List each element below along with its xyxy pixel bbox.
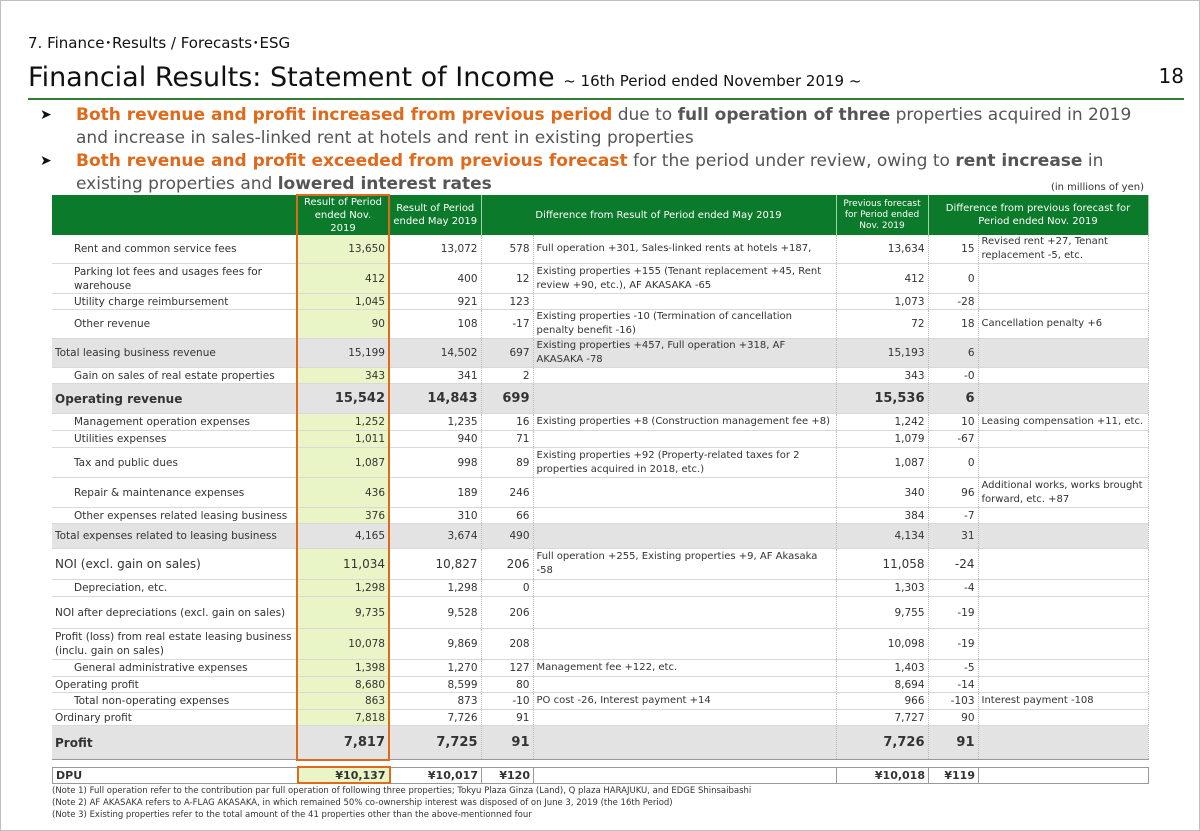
diff-forecast-value: 91 [928,726,978,760]
diff-forecast-value: 10 [928,414,978,431]
table-row [52,524,1148,549]
diff-may-value: 91 [481,726,533,760]
diff-may-value: 80 [481,677,533,693]
title-sub: ~ 16th Period ended November 2019 ~ [563,72,862,90]
forecast-value: 10,098 [836,629,928,660]
result-may-value: 7,725 [389,726,481,760]
result-nov-value: 9,735 [297,597,389,629]
diff-may-value: 206 [481,597,533,629]
result-nov-value: 15,542 [297,384,389,414]
result-may-value: 14,502 [389,339,481,368]
units-label: (in millions of yen) [1050,182,1144,193]
result-nov-value: 11,034 [297,549,389,580]
result-may-value: 400 [389,264,481,294]
result-nov-value: 1,011 [297,431,389,448]
result-may-value: 13,072 [389,235,481,264]
row-label: General administrative expenses [52,660,297,677]
dpu-label: DPU [53,767,298,783]
diff-may-note [533,710,836,726]
result-nov-value: 412 [297,264,389,294]
row-label: Utility charge reimbursement [52,294,297,310]
diff-forecast-value: -103 [928,693,978,710]
dpu-table [52,766,1149,784]
diff-forecast-value: 31 [928,524,978,549]
row-label: Total non-operating expenses [52,693,297,710]
diff-forecast-value: 96 [928,478,978,508]
diff-forecast-note [978,580,1148,597]
result-may-value: 310 [389,508,481,524]
result-nov-value: 13,650 [297,235,389,264]
table-row [52,597,1148,629]
forecast-value: 1,079 [836,431,928,448]
diff-forecast-note [978,549,1148,580]
result-nov-value: 343 [297,368,389,384]
table-row [52,339,1148,368]
result-may-value: 189 [389,478,481,508]
diff-forecast-note: Leasing compensation +11, etc. [978,414,1148,431]
diff-may-note: Full operation +301, Sales-linked rents at hotels +187, [533,235,836,264]
row-label: Depreciation, etc. [52,580,297,597]
footnotes [52,785,751,821]
diff-may-note [533,294,836,310]
diff-may-value: 12 [481,264,533,294]
diff-may-note [533,524,836,549]
row-label: Ordinary profit [52,710,297,726]
diff-may-value: 490 [481,524,533,549]
diff-may-note: Existing properties +8 (Construction management fee +8) [533,414,836,431]
result-nov-value: 1,298 [297,580,389,597]
table-row [52,264,1148,294]
result-nov-value: 1,045 [297,294,389,310]
result-may-value: 1,270 [389,660,481,677]
note-2: (Note 2) AF AKASAKA refers to A-FLAG AKASAKA, in which remained 50% co-ownership interest was disposed of on June 3, 2019 (the 16th Period) [52,798,673,808]
header-result-nov: Result of Period ended Nov. 2019 [297,195,389,235]
table-row [52,580,1148,597]
table-row [52,294,1148,310]
forecast-value: 340 [836,478,928,508]
diff-may-note: Existing properties -10 (Termination of cancellation penalty benefit -16) [533,310,836,339]
table-row [52,414,1148,431]
header-diff-forecast: Difference from previous forecast for Period ended Nov. 2019 [928,195,1148,235]
diff-may-note [533,384,836,414]
table-row [52,235,1148,264]
diff-forecast-value: -4 [928,580,978,597]
dpu-result-may: ¥10,017 [390,767,482,783]
forecast-value: 9,755 [836,597,928,629]
diff-may-value: 123 [481,294,533,310]
result-may-value: 940 [389,431,481,448]
table-row [52,660,1148,677]
row-label: Other expenses related leasing business [52,508,297,524]
result-nov-value: 10,078 [297,629,389,660]
diff-may-note [533,629,836,660]
diff-forecast-value: -19 [928,597,978,629]
row-label: NOI after depreciations (excl. gain on sales) [52,597,297,629]
diff-forecast-note [978,629,1148,660]
diff-may-value: 208 [481,629,533,660]
row-label: Tax and public dues [52,448,297,478]
header-result-may: Result of Period ended May 2019 [389,195,481,235]
diff-forecast-value: -14 [928,677,978,693]
dpu-forecast-diff: ¥119 [929,767,979,783]
forecast-value: 15,193 [836,339,928,368]
diff-may-note [533,508,836,524]
title-main: Financial Results: Statement of Income [28,62,555,93]
diff-may-value: -10 [481,693,533,710]
arrow-bullet-icon: ➤ [40,153,52,169]
bullet-1-text: due to [612,105,678,125]
diff-forecast-note [978,384,1148,414]
bullet-2-highlight: Both revenue and profit exceeded from previous forecast [76,151,628,171]
diff-forecast-note: Cancellation penalty +6 [978,310,1148,339]
result-nov-value: 436 [297,478,389,508]
diff-may-value: -17 [481,310,533,339]
diff-forecast-note [978,710,1148,726]
diff-may-value: 66 [481,508,533,524]
result-may-value: 7,726 [389,710,481,726]
bullet-1-text-end: properties acquired in 2019 and increase in sales-linked rent at hotels and rent in existing properties [76,105,1132,148]
header-item [52,195,297,235]
diff-forecast-note [978,448,1148,478]
dpu-forecast: ¥10,018 [837,767,929,783]
row-label: Rent and common service fees [52,235,297,264]
row-label: Profit [52,726,297,760]
bullet-2-bold-2: lowered interest rates [277,174,492,194]
diff-may-value: 578 [481,235,533,264]
forecast-value: 4,134 [836,524,928,549]
forecast-value: 11,058 [836,549,928,580]
result-may-value: 9,869 [389,629,481,660]
forecast-value: 384 [836,508,928,524]
diff-may-note: Existing properties +457, Full operation +318, AF AKASAKA -78 [533,339,836,368]
title-divider [28,98,1184,100]
diff-forecast-note [978,660,1148,677]
diff-forecast-note [978,294,1148,310]
diff-may-note: Management fee +122, etc. [533,660,836,677]
forecast-value: 1,073 [836,294,928,310]
diff-may-note: Existing properties +155 (Tenant replacement +45, Rent review +90, etc.), AF AKASAKA -65 [533,264,836,294]
table-row [52,677,1148,693]
forecast-value: 412 [836,264,928,294]
result-nov-value: 863 [297,693,389,710]
diff-forecast-value: -7 [928,508,978,524]
diff-forecast-value: 6 [928,384,978,414]
result-nov-value: 15,199 [297,339,389,368]
forecast-value: 1,303 [836,580,928,597]
note-1: (Note 1) Full operation refer to the contribution par full operation of following three properties; Tokyu Plaza Ginza (Land), Q plaza HARAJUKU, and EDGE Shinsaibashi [52,786,752,796]
row-label: NOI (excl. gain on sales) [52,549,297,580]
result-nov-value: 1,252 [297,414,389,431]
forecast-value: 1,403 [836,660,928,677]
row-label: Total leasing business revenue [52,339,297,368]
header-forecast: Previous forecast for Period ended Nov. 2019 [836,195,928,235]
diff-forecast-value: -24 [928,549,978,580]
table-row [52,710,1148,726]
dpu-note [534,767,837,783]
diff-may-value: 206 [481,549,533,580]
diff-may-value: 0 [481,580,533,597]
diff-forecast-note [978,368,1148,384]
result-nov-value: 1,087 [297,448,389,478]
diff-may-note: PO cost -26, Interest payment +14 [533,693,836,710]
bullet-1-highlight: Both revenue and profit increased from previous period [76,105,613,125]
forecast-value: 72 [836,310,928,339]
dpu-result-nov: ¥10,137 [298,767,390,783]
diff-may-note [533,431,836,448]
note-3: (Note 3) Existing properties refer to the total amount of the 41 properties other than the above-mentionned four [52,810,532,820]
result-nov-value: 4,165 [297,524,389,549]
result-may-value: 1,298 [389,580,481,597]
table-row [52,368,1148,384]
result-nov-value: 7,817 [297,726,389,760]
row-label: Operating profit [52,677,297,693]
bullet-1-bold: full operation of three [677,105,891,125]
result-may-value: 3,674 [389,524,481,549]
forecast-value: 8,694 [836,677,928,693]
diff-may-note [533,368,836,384]
diff-forecast-note [978,264,1148,294]
dpu-diff: ¥120 [482,767,534,783]
diff-forecast-value: -5 [928,660,978,677]
diff-forecast-note [978,508,1148,524]
dpu-forecast-note [979,767,1149,783]
row-label: Operating revenue [52,384,297,414]
bullet-2-text: for the period under review, owing to [627,151,956,171]
diff-forecast-note [978,339,1148,368]
diff-may-value: 91 [481,710,533,726]
forecast-value: 1,087 [836,448,928,478]
diff-may-value: 71 [481,431,533,448]
row-label: Total expenses related to leasing business [52,524,297,549]
diff-forecast-value: 15 [928,235,978,264]
diff-may-value: 2 [481,368,533,384]
result-nov-value: 1,398 [297,660,389,677]
forecast-value: 13,634 [836,235,928,264]
forecast-value: 343 [836,368,928,384]
page-number: 18 [1158,64,1184,88]
forecast-value: 7,727 [836,710,928,726]
row-label: Gain on sales of real estate properties [52,368,297,384]
row-label: Parking lot fees and usages fees for warehouse [52,264,297,294]
result-nov-value: 7,818 [297,710,389,726]
result-may-value: 14,843 [389,384,481,414]
diff-may-note [533,478,836,508]
diff-forecast-value: 6 [928,339,978,368]
result-may-value: 10,827 [389,549,481,580]
diff-may-note: Full operation +255, Existing properties +9, AF Akasaka -58 [533,549,836,580]
result-nov-value: 8,680 [297,677,389,693]
diff-may-note [533,677,836,693]
page-title [28,62,861,93]
result-may-value: 341 [389,368,481,384]
dpu-row [53,767,1149,783]
forecast-value: 7,726 [836,726,928,760]
table-row [52,693,1148,710]
forecast-value: 1,242 [836,414,928,431]
result-may-value: 998 [389,448,481,478]
forecast-value: 15,536 [836,384,928,414]
diff-forecast-note [978,677,1148,693]
table-row [52,549,1148,580]
header-diff-may: Difference from Result of Period ended May 2019 [481,195,836,235]
result-may-value: 1,235 [389,414,481,431]
diff-may-value: 699 [481,384,533,414]
diff-forecast-note [978,597,1148,629]
row-label: Profit (loss) from real estate leasing business (inclu. gain on sales) [52,629,297,660]
diff-forecast-note: Revised rent +27, Tenant replacement -5, etc. [978,235,1148,264]
bullet-2 [40,150,1160,196]
diff-forecast-note [978,726,1148,760]
diff-forecast-note: Interest payment -108 [978,693,1148,710]
forecast-value: 966 [836,693,928,710]
diff-forecast-value: 90 [928,710,978,726]
diff-forecast-value: -19 [928,629,978,660]
diff-forecast-value: -0 [928,368,978,384]
result-may-value: 9,528 [389,597,481,629]
diff-may-note [533,726,836,760]
table-row [52,478,1148,508]
diff-may-value: 246 [481,478,533,508]
diff-forecast-value: 0 [928,264,978,294]
table-row [52,629,1148,660]
diff-forecast-value: -28 [928,294,978,310]
result-nov-value: 376 [297,508,389,524]
result-may-value: 873 [389,693,481,710]
table-row [52,310,1148,339]
row-label: Other revenue [52,310,297,339]
arrow-bullet-icon: ➤ [40,107,52,123]
row-label: Utilities expenses [52,431,297,448]
result-nov-value: 90 [297,310,389,339]
bullet-1 [40,104,1160,150]
diff-may-value: 127 [481,660,533,677]
table-header-row [52,195,1148,235]
row-label: Repair & maintenance expenses [52,478,297,508]
bullet-2-bold: rent increase [955,151,1083,171]
result-may-value: 108 [389,310,481,339]
table-row [52,384,1148,414]
diff-may-note: Existing properties +92 (Property-related taxes for 2 properties acquired in 2018, etc.) [533,448,836,478]
diff-may-value: 16 [481,414,533,431]
diff-forecast-value: -67 [928,431,978,448]
result-may-value: 921 [389,294,481,310]
table-row [52,508,1148,524]
diff-forecast-note [978,431,1148,448]
diff-forecast-value: 18 [928,310,978,339]
diff-forecast-note: Additional works, works brought forward, etc. +87 [978,478,1148,508]
table-row [52,431,1148,448]
table-row [52,726,1148,760]
table-row [52,448,1148,478]
diff-may-note [533,580,836,597]
diff-may-value: 89 [481,448,533,478]
result-may-value: 8,599 [389,677,481,693]
diff-may-note [533,597,836,629]
diff-may-value: 697 [481,339,533,368]
row-label: Management operation expenses [52,414,297,431]
bullet-2-text-mid: in existing properties and [76,151,1104,194]
diff-forecast-value: 0 [928,448,978,478]
section-label: 7. Finance･Results / Forecasts･ESG [28,34,291,52]
diff-forecast-note [978,524,1148,549]
income-statement-table [52,194,1149,761]
